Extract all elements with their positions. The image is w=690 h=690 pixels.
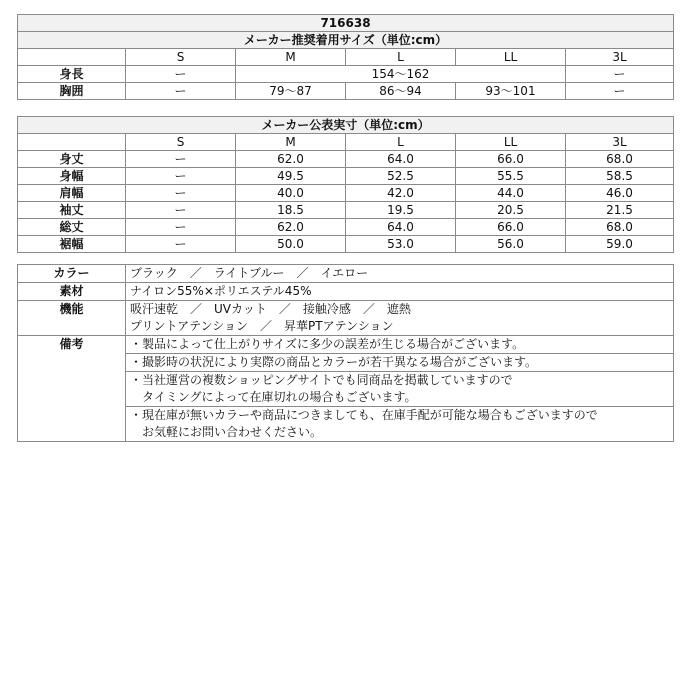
cell-value: ー: [126, 168, 236, 185]
cell-value: 49.5: [236, 168, 346, 185]
cell-value: 44.0: [456, 185, 566, 202]
cell-value: 64.0: [346, 151, 456, 168]
note-item: ・撮影時の状況により実際の商品とカラーが若干異なる場合がございます。: [126, 354, 674, 372]
measurement-title: メーカー公表実寸（単位:cm）: [18, 117, 674, 134]
chest-label: 胸囲: [18, 83, 126, 100]
note-line: お気軽にお問い合わせください。: [130, 425, 323, 439]
recommended-size-title: メーカー推奨着用サイズ（単位:cm）: [18, 32, 674, 49]
cell-value: ー: [126, 185, 236, 202]
cell-value: ー: [126, 219, 236, 236]
row-label: 肩幅: [18, 185, 126, 202]
cell-value: 56.0: [456, 236, 566, 253]
note-item: [126, 372, 674, 407]
cell-value: 64.0: [346, 219, 456, 236]
cell-value: 59.0: [566, 236, 674, 253]
recommended-size-table: [17, 14, 674, 100]
cell-value: 68.0: [566, 151, 674, 168]
size-header: L: [346, 134, 456, 151]
function-label: 機能: [18, 301, 126, 336]
function-value: [126, 301, 674, 336]
table-row: [18, 151, 674, 168]
size-header: 3L: [566, 49, 674, 66]
cell-value: 55.5: [456, 168, 566, 185]
cell-value: 58.5: [566, 168, 674, 185]
cell-value: 66.0: [456, 151, 566, 168]
cell-value: 20.5: [456, 202, 566, 219]
size-header: LL: [456, 49, 566, 66]
product-details-table: [17, 264, 674, 442]
size-header: LL: [456, 134, 566, 151]
cell-value: 40.0: [236, 185, 346, 202]
note-item: [126, 407, 674, 442]
cell-value: ー: [126, 202, 236, 219]
cell-value: 50.0: [236, 236, 346, 253]
chest-value: ー: [566, 83, 674, 100]
height-label: 身長: [18, 66, 126, 83]
row-label: 身丈: [18, 151, 126, 168]
product-code: 716638: [18, 15, 674, 32]
table-row: [18, 168, 674, 185]
chest-value: ー: [126, 83, 236, 100]
height-value: ー: [126, 66, 236, 83]
size-header-blank: [18, 49, 126, 66]
note-line: ・当社運営の複数ショッピングサイトでも同商品を掲載していますので: [130, 373, 513, 387]
cell-value: 19.5: [346, 202, 456, 219]
material-label: 素材: [18, 283, 126, 301]
height-range: 154〜162: [236, 66, 566, 83]
chest-value: 86〜94: [346, 83, 456, 100]
table-row: [18, 202, 674, 219]
cell-value: ー: [126, 236, 236, 253]
cell-value: 52.5: [346, 168, 456, 185]
function-line: プリントアテンション ／ 昇華PTアテンション: [130, 319, 394, 333]
row-label: 身幅: [18, 168, 126, 185]
cell-value: 62.0: [236, 219, 346, 236]
chest-value: 93〜101: [456, 83, 566, 100]
size-header: S: [126, 49, 236, 66]
size-header: M: [236, 134, 346, 151]
chest-value: 79〜87: [236, 83, 346, 100]
table-row: [18, 219, 674, 236]
color-label: カラー: [18, 265, 126, 283]
cell-value: 66.0: [456, 219, 566, 236]
row-label: 裾幅: [18, 236, 126, 253]
cell-value: 18.5: [236, 202, 346, 219]
cell-value: 46.0: [566, 185, 674, 202]
note-line: ・現在庫が無いカラーや商品につきましても、在庫手配が可能な場合もございますので: [130, 408, 598, 422]
height-value: ー: [566, 66, 674, 83]
note-line: タイミングによって在庫切れの場合もございます。: [130, 390, 417, 404]
size-header: M: [236, 49, 346, 66]
cell-value: 21.5: [566, 202, 674, 219]
notes-label: 備考: [18, 336, 126, 442]
material-value: ナイロン55%×ポリエステル45%: [126, 283, 674, 301]
cell-value: 53.0: [346, 236, 456, 253]
row-label: 袖丈: [18, 202, 126, 219]
table-row: [18, 236, 674, 253]
note-item: ・製品によって仕上がりサイズに多少の誤差が生じる場合がございます。: [126, 336, 674, 354]
color-value: ブラック ／ ライトブルー ／ イエロー: [126, 265, 674, 283]
measurement-table: [17, 116, 674, 253]
cell-value: 42.0: [346, 185, 456, 202]
table-row: [18, 185, 674, 202]
function-line: 吸汗速乾 ／ UVカット ／ 接触冷感 ／ 遮熱: [130, 302, 411, 316]
row-label: 総丈: [18, 219, 126, 236]
cell-value: 62.0: [236, 151, 346, 168]
cell-value: ー: [126, 151, 236, 168]
size-header: 3L: [566, 134, 674, 151]
cell-value: 68.0: [566, 219, 674, 236]
size-header: S: [126, 134, 236, 151]
size-header-blank: [18, 134, 126, 151]
size-header: L: [346, 49, 456, 66]
